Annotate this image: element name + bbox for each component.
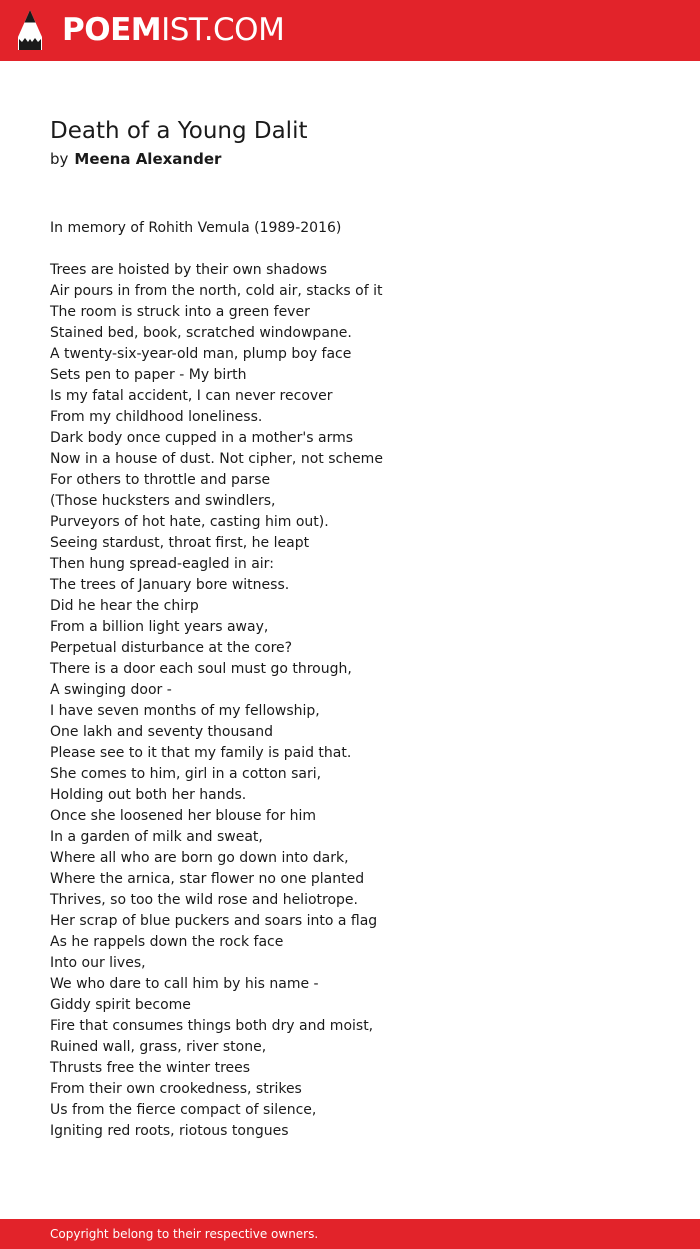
poem-line: (Those hucksters and swindlers,: [50, 493, 276, 509]
poem-line: Sets pen to paper - My birth: [50, 367, 247, 383]
poem-line: Where the arnica, star flower no one planted: [50, 871, 365, 887]
poem-line: Please see to it that my family is paid that.: [50, 745, 352, 761]
poem-line: Giddy spirit become: [50, 997, 191, 1013]
poem-line: Thrives, so too the wild rose and heliotrope.: [50, 892, 358, 908]
poem-line: Perpetual disturbance at the core?: [50, 640, 293, 656]
poem-line: Her scrap of blue puckers and soars into a flag: [50, 913, 378, 929]
poem-dedication: In memory of Rohith Vemula (1989-2016): [50, 220, 342, 236]
logo-text-bold: POEM: [62, 12, 162, 48]
poem-line: She comes to him, girl in a cotton sari,: [50, 766, 322, 782]
poem-line: From my childhood loneliness.: [50, 409, 263, 425]
poem-line: Trees are hoisted by their own shadows: [50, 262, 328, 278]
poem-line: I have seven months of my fellowship,: [50, 703, 320, 719]
poem-line: Now in a house of dust. Not cipher, not scheme: [50, 451, 383, 467]
poem-line: A twenty-six-year-old man, plump boy face: [50, 346, 352, 362]
pencil-tip-icon: [17, 9, 43, 51]
poem-line: The trees of January bore witness.: [50, 577, 290, 593]
poem-title: Death of a Young Dalit: [50, 118, 308, 144]
poem-line: Igniting red roots, riotous tongues: [50, 1123, 289, 1139]
copyright-text: Copyright belong to their respective owners.: [50, 1227, 319, 1241]
poem-line: A swinging door -: [50, 682, 172, 698]
author-name: Meena Alexander: [74, 150, 222, 168]
poem-line: From a billion light years away,: [50, 619, 269, 635]
poem-line: Thrusts free the winter trees: [50, 1060, 251, 1076]
poem-line: As he rappels down the rock face: [50, 934, 284, 950]
poem-line: Did he hear the chirp: [50, 598, 199, 614]
poem-line: We who dare to call him by his name -: [50, 976, 319, 992]
site-logo[interactable]: [62, 12, 284, 48]
poem-line: For others to throttle and parse: [50, 472, 271, 488]
poem-line: Where all who are born go down into dark,: [50, 850, 349, 866]
byline: [50, 148, 221, 170]
site-header: [0, 0, 700, 61]
site-footer: [0, 1219, 700, 1249]
poem-line: Us from the fierce compact of silence,: [50, 1102, 317, 1118]
poem-line: Stained bed, book, scratched windowpane.: [50, 325, 352, 341]
poem-line: The room is struck into a green fever: [50, 304, 310, 320]
poem-line: Seeing stardust, throat first, he leapt: [50, 535, 310, 551]
poem-line: Holding out both her hands.: [50, 787, 247, 803]
poem-line: Dark body once cupped in a mother's arms: [50, 430, 354, 446]
by-label: by: [50, 150, 69, 168]
logo-text-light: IST.COM: [161, 12, 285, 48]
poem-line: Fire that consumes things both dry and moist,: [50, 1018, 374, 1034]
poem-line: Once she loosened her blouse for him: [50, 808, 316, 824]
poem-line: Then hung spread-eagled in air:: [50, 556, 274, 572]
poem-line: One lakh and seventy thousand: [50, 724, 273, 740]
poem-line: In a garden of milk and sweat,: [50, 829, 263, 845]
poem-line: Ruined wall, grass, river stone,: [50, 1039, 267, 1055]
poem-line: Air pours in from the north, cold air, stacks of it: [50, 283, 383, 299]
poem-line: From their own crookedness, strikes: [50, 1081, 302, 1097]
poem-body: [50, 260, 383, 1142]
poem-line: Purveyors of hot hate, casting him out).: [50, 514, 329, 530]
poem-line: There is a door each soul must go through,: [50, 661, 352, 677]
poem-line: Is my fatal accident, I can never recover: [50, 388, 333, 404]
poem-line: Into our lives,: [50, 955, 146, 971]
